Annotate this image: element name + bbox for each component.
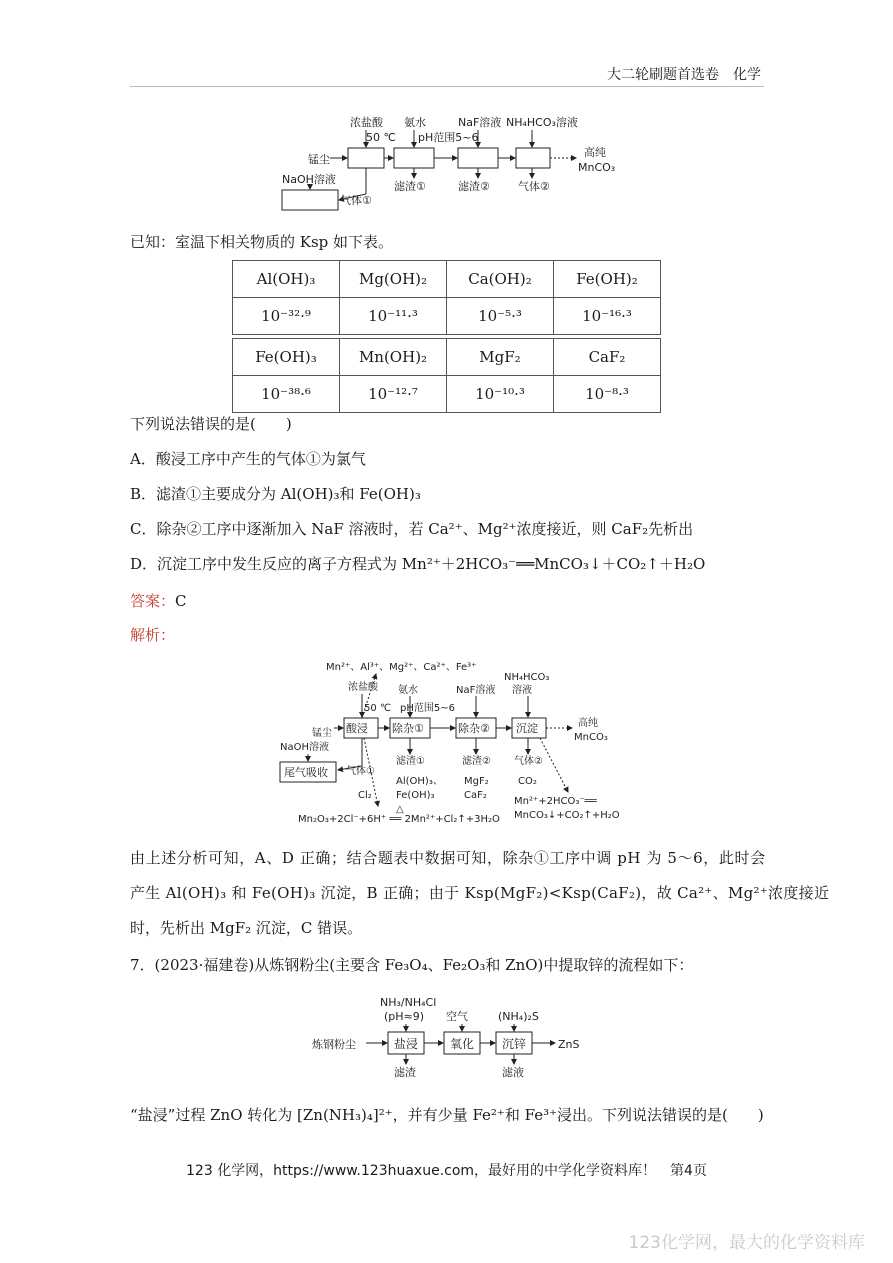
ksp-value: 10⁻¹⁶·³	[554, 298, 661, 335]
f2-res2: 滤渣②	[462, 756, 491, 767]
ksp-value: 10⁻⁵·³	[447, 298, 554, 335]
f3-box-label: 沉锌	[502, 1037, 527, 1051]
analysis-line: 由上述分析可知，A、D 正确；结合题表中数据可知，除杂①工序中调 pH 为 5～6，此时会	[130, 849, 766, 867]
f2-co2: CO₂	[518, 776, 537, 787]
f2-gas2: 气体②	[514, 756, 543, 767]
option-b: B．滤渣①主要成分为 Al(OH)₃和 Fe(OH)₃	[130, 485, 421, 503]
option-c: C．除杂②工序中逐渐加入 NaF 溶液时，若 Ca²⁺、Mg²⁺浓度接近，则 CaF₂先析出	[130, 520, 694, 538]
f1-input-naf: NaF溶液	[458, 116, 502, 129]
f2-box-label: 沉淀	[516, 722, 538, 735]
f2-res2-a: MgF₂	[464, 776, 489, 787]
f2-box-label: 除杂①	[392, 722, 424, 735]
f2-product-2: MnCO₃	[574, 732, 608, 743]
f1-cond-temp: 50 ℃	[366, 131, 396, 144]
ksp-value: 10⁻¹²·⁷	[340, 376, 447, 413]
f2-input-nh4hco3: NH₄HCO₃	[504, 672, 550, 683]
analysis-label: 解析：	[130, 626, 176, 644]
f2-gas1: 气体①	[346, 766, 375, 777]
f3-reagent1-b: (pH≈9)	[384, 1010, 425, 1023]
f1-input-hcl: 浓盐酸	[350, 116, 383, 129]
flowchart-2	[278, 656, 638, 828]
ksp-value: 10⁻¹¹·³	[340, 298, 447, 335]
ksp-name: CaF₂	[554, 339, 661, 376]
analysis-line: 时，先析出 MgF₂ 沉淀，C 错误。	[130, 919, 363, 937]
f2-cl2: Cl₂	[358, 790, 372, 801]
f3-box-label: 盐浸	[394, 1037, 419, 1051]
f2-cond-temp: 50 ℃	[364, 703, 392, 714]
ksp-value: 10⁻⁸·³	[554, 376, 661, 413]
f1-product-2: MnCO₃	[578, 161, 616, 174]
f2-naoh: NaOH溶液	[280, 742, 329, 753]
f2-product-1: 高纯	[578, 718, 598, 729]
ksp-name: Fe(OH)₃	[233, 339, 340, 376]
f2-input-solution: 溶液	[512, 685, 532, 696]
f3-product: ZnS	[558, 1038, 580, 1051]
f2-box-label: 尾气吸收	[284, 766, 328, 779]
f2-eq1-mark: △	[396, 804, 404, 815]
watermark: 123化学网，最大的化学资料库	[628, 1233, 865, 1253]
f1-residue2: 滤渣②	[458, 180, 490, 193]
f2-source: 锰尘	[312, 728, 332, 739]
f2-input-ammonia: 氨水	[398, 685, 418, 696]
f2-input-hcl: 浓盐酸	[348, 682, 378, 693]
f1-product-1: 高纯	[584, 146, 606, 159]
f3-box-label: 氧化	[450, 1037, 475, 1051]
f3-residue: 滤渣	[394, 1066, 416, 1079]
f2-cond-ph: pH范围5~6	[400, 703, 455, 714]
f3-reagent1-a: NH₃/NH₄Cl	[380, 996, 437, 1009]
header-divider	[130, 86, 764, 87]
f2-box-label: 除杂②	[458, 722, 490, 735]
option-d: D．沉淀工序中发生反应的离子方程式为 Mn²⁺＋2HCO₃⁻══MnCO₃↓＋CO₂↑＋H₂O	[130, 555, 706, 573]
f2-eq2-a: Mn²⁺+2HCO₃⁻══	[514, 796, 597, 807]
ksp-value: 10⁻³⁸·⁶	[233, 376, 340, 413]
f2-res1: 滤渣①	[396, 756, 425, 767]
f2-res1-b: Fe(OH)₃	[396, 790, 435, 801]
ksp-table	[232, 260, 661, 413]
f2-box-label: 酸浸	[346, 722, 368, 735]
f2-input-naf: NaF溶液	[456, 685, 496, 696]
f3-filtrate: 滤液	[502, 1066, 524, 1079]
ksp-value: 10⁻³²·⁹	[233, 298, 340, 335]
f1-gas1: 气体①	[340, 194, 372, 207]
f2-ions: Mn²⁺、Al³⁺、Mg²⁺、Ca²⁺、Fe³⁺	[326, 662, 477, 673]
ksp-name: Ca(OH)₂	[447, 261, 554, 298]
ksp-name: Mg(OH)₂	[340, 261, 447, 298]
flowchart-3	[312, 990, 602, 1086]
f2-eq2-b: MnCO₃↓+CO₂↑+H₂O	[514, 810, 620, 821]
answer-line	[130, 591, 187, 611]
ksp-name: Al(OH)₃	[233, 261, 340, 298]
f3-reagent3: (NH₄)₂S	[498, 1010, 539, 1023]
answer-value: C	[175, 592, 187, 610]
f1-gas2: 气体②	[518, 180, 550, 193]
f2-eq1: Mn₂O₃+2Cl⁻+6H⁺ ══ 2Mn²⁺+Cl₂↑+3H₂O	[298, 814, 500, 825]
page-header-title: 大二轮刷题首选卷 化学	[607, 67, 761, 83]
ksp-value: 10⁻¹⁰·³	[447, 376, 554, 413]
f1-residue1: 滤渣①	[394, 180, 426, 193]
ksp-name: Mn(OH)₂	[340, 339, 447, 376]
ksp-name: MgF₂	[447, 339, 554, 376]
f2-res1-a: Al(OH)₃、	[396, 776, 443, 787]
f3-reagent2: 空气	[446, 1010, 468, 1023]
question-stem: 下列说法错误的是( )	[130, 415, 292, 433]
question-7-text: “盐浸”过程 ZnO 转化为 [Zn(NH₃)₄]²⁺，并有少量 Fe²⁺和 Fe³⁺浸出。下列说法错误的是( )	[130, 1106, 764, 1124]
f1-input-ammonia: 氨水	[404, 116, 426, 129]
f1-input-nh4hco3: NH₄HCO₃溶液	[506, 116, 578, 129]
option-a: A．酸浸工序中产生的气体①为氯气	[130, 450, 366, 468]
flowchart-1	[270, 108, 630, 218]
analysis-line: 产生 Al(OH)₃ 和 Fe(OH)₃ 沉淀，B 正确；由于 Ksp(MgF₂)<Ksp(CaF₂)，故 Ca²⁺、Mg²⁺浓度接近	[130, 884, 830, 902]
f2-res2-b: CaF₂	[464, 790, 487, 801]
f1-source: 锰尘	[308, 153, 330, 166]
f1-cond-ph: pH范围5~6	[418, 131, 479, 144]
f3-source: 炼钢粉尘	[312, 1038, 356, 1051]
ksp-name: Fe(OH)₂	[554, 261, 661, 298]
question-7-stem: 7．(2023·福建卷)从炼钢粉尘(主要含 Fe₃O₄、Fe₂O₃和 ZnO)中提取锌的流程如下：	[130, 956, 694, 974]
answer-label: 答案：	[130, 592, 176, 610]
page-footer: 123 化学网，https://www.123huaxue.com，最好用的中学化学资料库！ 第4页	[186, 1163, 707, 1179]
known-text: 已知：室温下相关物质的 Ksp 如下表。	[130, 233, 394, 251]
f1-naoh: NaOH溶液	[282, 173, 336, 186]
